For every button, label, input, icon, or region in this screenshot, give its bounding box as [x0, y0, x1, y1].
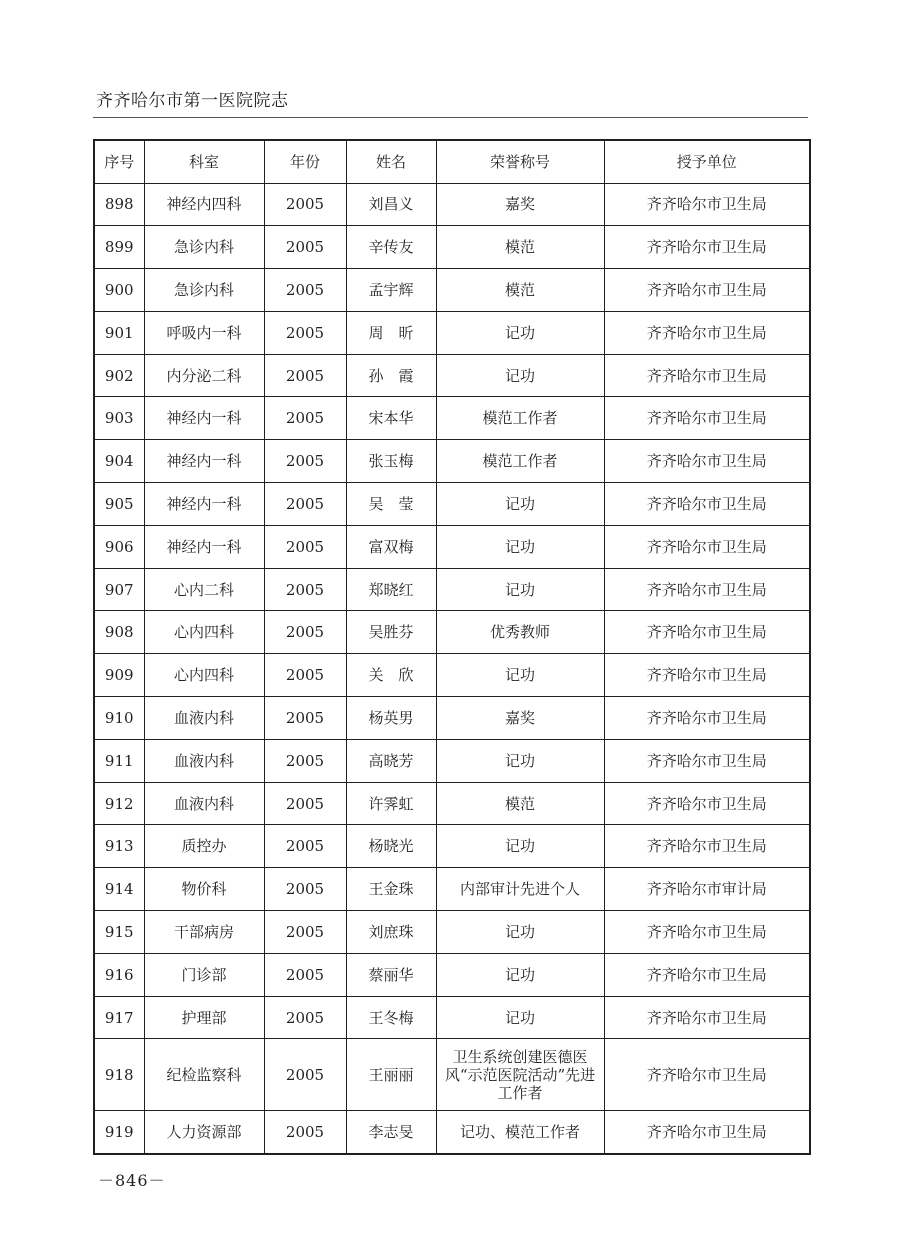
table-header-row	[94, 140, 810, 183]
cell-year: 2005	[264, 183, 346, 226]
cell-honor: 模范工作者	[436, 397, 604, 440]
cell-honor: 模范	[436, 226, 604, 269]
cell-index: 905	[94, 483, 144, 526]
table-row	[94, 269, 810, 312]
cell-department: 心内四科	[144, 611, 264, 654]
cell-index: 900	[94, 269, 144, 312]
cell-year: 2005	[264, 911, 346, 954]
cell-index: 902	[94, 354, 144, 397]
cell-awarding-unit: 齐齐哈尔市卫生局	[604, 825, 810, 868]
cell-name: 王金珠	[346, 868, 436, 911]
cell-department: 神经内一科	[144, 397, 264, 440]
cell-index: 909	[94, 654, 144, 697]
cell-honor: 模范	[436, 782, 604, 825]
cell-department: 神经内一科	[144, 483, 264, 526]
cell-name: 杨英男	[346, 697, 436, 740]
cell-index: 917	[94, 996, 144, 1039]
cell-department: 神经内四科	[144, 183, 264, 226]
table-row	[94, 654, 810, 697]
cell-index: 916	[94, 953, 144, 996]
cell-index: 913	[94, 825, 144, 868]
column-header-year: 年份	[264, 140, 346, 183]
cell-honor: 记功	[436, 483, 604, 526]
cell-index: 906	[94, 525, 144, 568]
cell-year: 2005	[264, 739, 346, 782]
running-header-title: 齐齐哈尔市第一医院院志	[96, 91, 289, 111]
cell-honor: 记功	[436, 525, 604, 568]
cell-awarding-unit: 齐齐哈尔市卫生局	[604, 953, 810, 996]
cell-department: 急诊内科	[144, 269, 264, 312]
cell-department: 呼吸内一科	[144, 311, 264, 354]
cell-year: 2005	[264, 996, 346, 1039]
cell-name: 郑晓红	[346, 568, 436, 611]
table-row	[94, 739, 810, 782]
cell-department: 物价科	[144, 868, 264, 911]
cell-honor: 模范工作者	[436, 440, 604, 483]
table-row	[94, 911, 810, 954]
cell-department: 人力资源部	[144, 1111, 264, 1154]
cell-honor: 优秀教师	[436, 611, 604, 654]
cell-honor: 记功	[436, 739, 604, 782]
cell-year: 2005	[264, 269, 346, 312]
table-row	[94, 354, 810, 397]
cell-awarding-unit: 齐齐哈尔市审计局	[604, 868, 810, 911]
cell-name: 孙 霞	[346, 354, 436, 397]
table-row	[94, 397, 810, 440]
cell-index: 910	[94, 697, 144, 740]
cell-index: 908	[94, 611, 144, 654]
table-row	[94, 1039, 810, 1111]
cell-name: 王丽丽	[346, 1039, 436, 1111]
cell-year: 2005	[264, 397, 346, 440]
cell-honor: 记功	[436, 311, 604, 354]
cell-department: 神经内一科	[144, 440, 264, 483]
cell-year: 2005	[264, 825, 346, 868]
cell-honor: 记功	[436, 911, 604, 954]
table-row	[94, 483, 810, 526]
cell-index: 907	[94, 568, 144, 611]
cell-year: 2005	[264, 1039, 346, 1111]
cell-awarding-unit: 齐齐哈尔市卫生局	[604, 525, 810, 568]
cell-year: 2005	[264, 483, 346, 526]
cell-awarding-unit: 齐齐哈尔市卫生局	[604, 1039, 810, 1111]
cell-department: 血液内科	[144, 697, 264, 740]
cell-awarding-unit: 齐齐哈尔市卫生局	[604, 782, 810, 825]
table-row	[94, 611, 810, 654]
cell-year: 2005	[264, 311, 346, 354]
cell-awarding-unit: 齐齐哈尔市卫生局	[604, 440, 810, 483]
cell-year: 2005	[264, 697, 346, 740]
cell-name: 吴胜芬	[346, 611, 436, 654]
cell-awarding-unit: 齐齐哈尔市卫生局	[604, 739, 810, 782]
cell-name: 张玉梅	[346, 440, 436, 483]
table-row	[94, 996, 810, 1039]
cell-awarding-unit: 齐齐哈尔市卫生局	[604, 397, 810, 440]
cell-name: 李志旻	[346, 1111, 436, 1154]
cell-name: 许霁虹	[346, 782, 436, 825]
column-header-name: 姓名	[346, 140, 436, 183]
cell-awarding-unit: 齐齐哈尔市卫生局	[604, 996, 810, 1039]
table-row	[94, 311, 810, 354]
cell-name: 周 昕	[346, 311, 436, 354]
cell-year: 2005	[264, 440, 346, 483]
cell-awarding-unit: 齐齐哈尔市卫生局	[604, 911, 810, 954]
cell-year: 2005	[264, 354, 346, 397]
table-row	[94, 782, 810, 825]
cell-honor: 卫生系统创建医德医风“示范医院活动”先进工作者	[436, 1039, 604, 1111]
cell-department: 神经内一科	[144, 525, 264, 568]
table-row	[94, 1111, 810, 1154]
cell-year: 2005	[264, 525, 346, 568]
cell-department: 急诊内科	[144, 226, 264, 269]
cell-honor: 嘉奖	[436, 183, 604, 226]
cell-index: 901	[94, 311, 144, 354]
column-header-honor: 荣誉称号	[436, 140, 604, 183]
cell-year: 2005	[264, 654, 346, 697]
cell-department: 血液内科	[144, 782, 264, 825]
cell-awarding-unit: 齐齐哈尔市卫生局	[604, 1111, 810, 1154]
cell-awarding-unit: 齐齐哈尔市卫生局	[604, 311, 810, 354]
table-row	[94, 226, 810, 269]
cell-awarding-unit: 齐齐哈尔市卫生局	[604, 568, 810, 611]
column-header-index: 序号	[94, 140, 144, 183]
honors-table	[93, 139, 811, 1155]
cell-honor: 记功	[436, 654, 604, 697]
table-row	[94, 697, 810, 740]
cell-index: 899	[94, 226, 144, 269]
cell-name: 刘庶珠	[346, 911, 436, 954]
cell-honor: 记功	[436, 354, 604, 397]
cell-year: 2005	[264, 782, 346, 825]
cell-awarding-unit: 齐齐哈尔市卫生局	[604, 226, 810, 269]
cell-honor: 记功	[436, 953, 604, 996]
cell-index: 898	[94, 183, 144, 226]
cell-department: 干部病房	[144, 911, 264, 954]
cell-department: 心内二科	[144, 568, 264, 611]
page-number: －846－	[98, 1171, 166, 1190]
cell-name: 刘昌义	[346, 183, 436, 226]
cell-awarding-unit: 齐齐哈尔市卫生局	[604, 354, 810, 397]
cell-index: 912	[94, 782, 144, 825]
cell-department: 内分泌二科	[144, 354, 264, 397]
table-row	[94, 953, 810, 996]
cell-awarding-unit: 齐齐哈尔市卫生局	[604, 697, 810, 740]
cell-honor: 记功	[436, 996, 604, 1039]
cell-name: 杨晓光	[346, 825, 436, 868]
cell-department: 护理部	[144, 996, 264, 1039]
cell-awarding-unit: 齐齐哈尔市卫生局	[604, 654, 810, 697]
cell-department: 血液内科	[144, 739, 264, 782]
cell-index: 911	[94, 739, 144, 782]
table-row	[94, 183, 810, 226]
cell-department: 门诊部	[144, 953, 264, 996]
cell-honor: 记功	[436, 825, 604, 868]
header-divider	[93, 117, 808, 118]
cell-index: 918	[94, 1039, 144, 1111]
cell-honor: 记功、模范工作者	[436, 1111, 604, 1154]
cell-honor: 嘉奖	[436, 697, 604, 740]
cell-department: 心内四科	[144, 654, 264, 697]
cell-awarding-unit: 齐齐哈尔市卫生局	[604, 183, 810, 226]
cell-index: 915	[94, 911, 144, 954]
table-row	[94, 825, 810, 868]
cell-name: 吴 莹	[346, 483, 436, 526]
cell-name: 王冬梅	[346, 996, 436, 1039]
cell-department: 质控办	[144, 825, 264, 868]
cell-awarding-unit: 齐齐哈尔市卫生局	[604, 269, 810, 312]
cell-index: 914	[94, 868, 144, 911]
cell-name: 高晓芳	[346, 739, 436, 782]
cell-name: 宋本华	[346, 397, 436, 440]
cell-name: 辛传友	[346, 226, 436, 269]
cell-year: 2005	[264, 953, 346, 996]
cell-department: 纪检监察科	[144, 1039, 264, 1111]
cell-index: 904	[94, 440, 144, 483]
table-row	[94, 568, 810, 611]
column-header-department: 科室	[144, 140, 264, 183]
table-row	[94, 525, 810, 568]
cell-name: 关 欣	[346, 654, 436, 697]
cell-honor: 内部审计先进个人	[436, 868, 604, 911]
cell-index: 903	[94, 397, 144, 440]
cell-year: 2005	[264, 1111, 346, 1154]
cell-name: 孟宇辉	[346, 269, 436, 312]
cell-name: 蔡丽华	[346, 953, 436, 996]
cell-awarding-unit: 齐齐哈尔市卫生局	[604, 611, 810, 654]
cell-honor: 模范	[436, 269, 604, 312]
cell-name: 富双梅	[346, 525, 436, 568]
cell-year: 2005	[264, 868, 346, 911]
cell-year: 2005	[264, 568, 346, 611]
column-header-awarding-unit: 授予单位	[604, 140, 810, 183]
cell-awarding-unit: 齐齐哈尔市卫生局	[604, 483, 810, 526]
table-row	[94, 868, 810, 911]
cell-year: 2005	[264, 226, 346, 269]
cell-honor: 记功	[436, 568, 604, 611]
table-row	[94, 440, 810, 483]
cell-year: 2005	[264, 611, 346, 654]
cell-index: 919	[94, 1111, 144, 1154]
